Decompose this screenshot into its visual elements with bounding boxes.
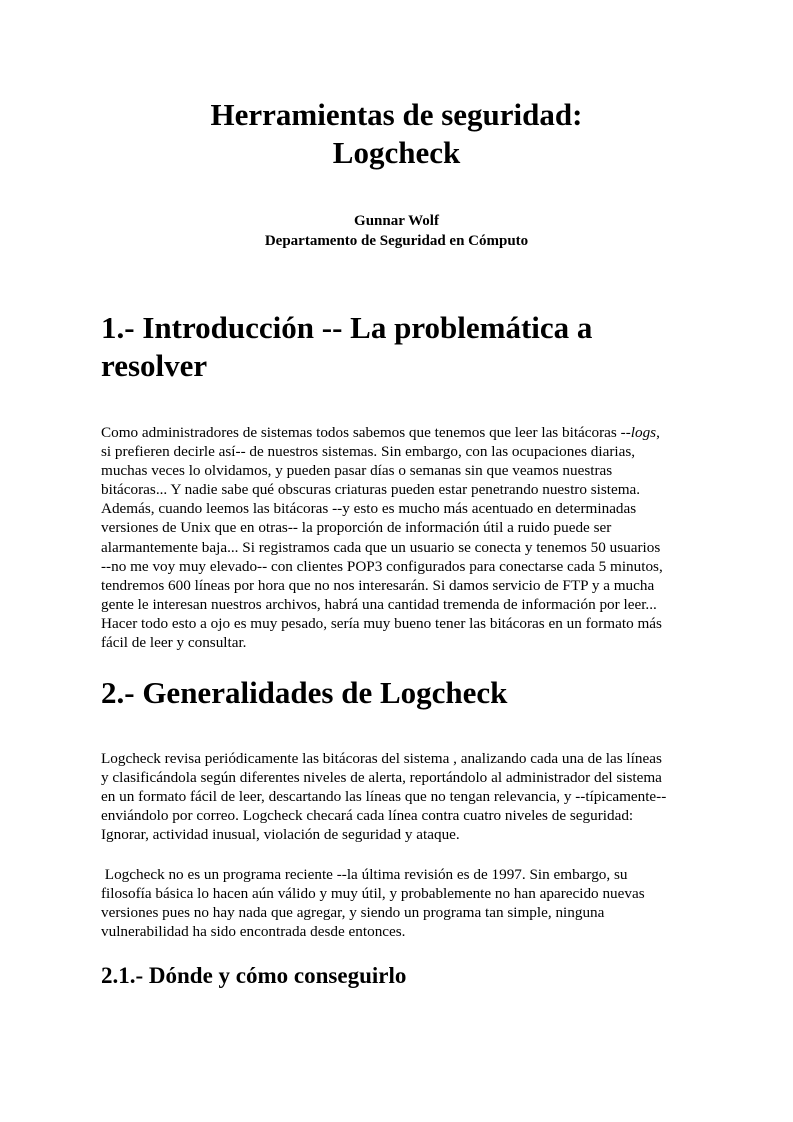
paragraph-line: Ignorar, actividad inusual, violación de seguridad y ataque. xyxy=(101,826,460,844)
paragraph-line: Logcheck revisa periódicamente las bitácoras del sistema , analizando cada una de las líneas xyxy=(101,750,662,767)
section-2-paragraph-1 xyxy=(101,749,701,844)
document-title-line-2: Logcheck xyxy=(332,135,461,170)
section-1-heading-line-2: resolver xyxy=(101,348,208,383)
paragraph-line xyxy=(101,423,701,442)
paragraph-line: fácil de leer y consultar. xyxy=(101,634,247,652)
paragraph-line: muchas veces lo olvidamos, y pueden pasar días o semanas sin que veamos nuestras xyxy=(101,462,613,480)
paragraph-line: vulnerabilidad ha sido encontrada desde entonces. xyxy=(101,923,406,941)
author-name: Gunnar Wolf xyxy=(354,213,439,229)
paragraph-line: y clasificándola según diferentes niveles de alerta, reportándolo al administrador del sistema xyxy=(101,769,662,787)
emphasized-term: logs xyxy=(630,424,657,441)
paragraph-line: en un formato fácil de leer, descartando las líneas que no tengan relevancia, y --típicamente-- xyxy=(101,788,667,806)
author-affiliation: Departamento de Seguridad en Cómputo xyxy=(264,233,529,249)
paragraph-line: si prefieren decirle así-- de nuestros sistemas. Sin embargo, con las ocupaciones diarias, xyxy=(101,443,636,461)
section-2-heading: 2.- Generalidades de Logcheck xyxy=(101,675,508,710)
paragraph-line: filosofía básica lo hacen aún válido y muy útil, y probablemente no han aparecido nuevas xyxy=(101,885,645,903)
paragraph-line: gente le interesan nuestros archivos, habrá una cantidad tremenda de información por leer... xyxy=(101,595,657,613)
paragraph-line: --no me voy muy elevado-- con clientes POP3 configurados para conectarse cada 5 minutos, xyxy=(101,557,663,575)
section-1-paragraph xyxy=(101,423,701,652)
section-2-paragraph-2 xyxy=(101,865,701,941)
paragraph-line: Hacer todo esto a ojo es muy pesado, sería muy bueno tener las bitácoras en un formato más xyxy=(101,614,662,632)
subsection-2-1-heading: 2.1.- Dónde y cómo conseguirlo xyxy=(101,963,407,988)
paragraph-line: versiones pues no hay nada que agregar, y siendo un programa tan simple, ninguna xyxy=(101,904,605,922)
section-1-heading-line-1: 1.- Introducción -- La problemática a xyxy=(101,310,593,345)
paragraph-line: bitácoras... Y nadie sabe qué obscuras criaturas pueden estar penetrando nuestro sistema. xyxy=(101,481,641,499)
paragraph-line: tendremos 600 líneas por hora que no nos interesarán. Si damos servicio de FTP y a mucha xyxy=(101,576,655,594)
paragraph-line: Además, cuando leemos las bitácoras --y esto es mucho más acentuado en determinadas xyxy=(101,500,637,518)
paragraph-line: enviándolo por correo. Logcheck checará cada línea contra cuatro niveles de seguridad: xyxy=(101,807,634,825)
document-title-line-1: Herramientas de seguridad: xyxy=(210,97,583,132)
paragraph-text: , xyxy=(656,424,660,441)
paragraph-line: Logcheck no es un programa reciente --la última revisión es de 1997. Sin embargo, su xyxy=(101,866,628,883)
paragraph-line: alarmantemente baja... Si registramos cada que un usuario se conecta y tenemos 50 usuarios xyxy=(101,538,661,556)
paragraph-line: versiones de Unix que en otras-- la proporción de información útil a ruido puede ser xyxy=(101,519,612,537)
paragraph-text: Como administradores de sistemas todos sabemos que tenemos que leer las bitácoras -- xyxy=(101,424,631,441)
